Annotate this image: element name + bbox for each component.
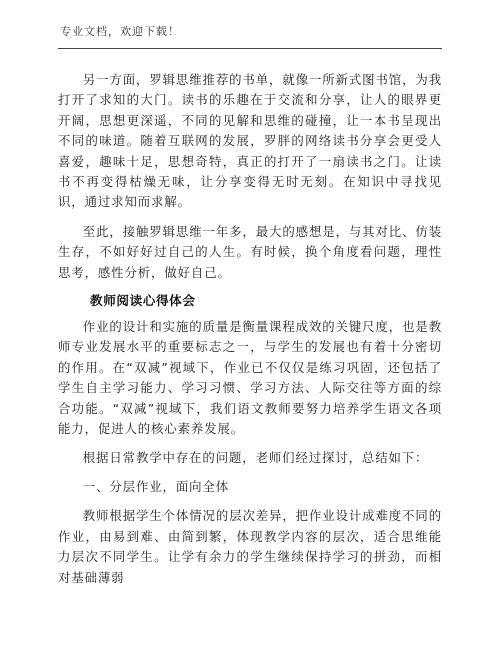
document-body bbox=[58, 70, 442, 588]
paragraph-reading-list: 另一方面，罗辑思维推荐的书单，就像一所新式图书馆，为我打开了求知的大门。读书的乐趣在于交流和分享，让人的眼界更开阔，思想更深遥，不同的见解和思维的碰撞，让一本书呈现出不同的味道。随着互联网的发展，罗胖的网络读书分享会更受人喜爱，趣味十足，思想奇特，真正的打开了一扇读书之门。让读书不再变得枯燥无味，让分享变得无时无刻。在知识中寻找见识，通过求知而求解。 bbox=[58, 72, 442, 210]
paragraph-heading-layered-homework: 一、分层作业，面向全体 bbox=[82, 478, 229, 494]
paragraph-reflection: 至此，接触罗辑思维一年多，最大的感想是，与其对比、仿装生存，不如好好过自己的人生。有时候，换个角度看问题，理性思考，感性分析，做好自己。 bbox=[58, 223, 442, 280]
section-title: 教师阅读心得体会 bbox=[90, 293, 196, 309]
paragraph-homework-design: 作业的设计和实施的质量是衡量课程成效的关键尺度，也是教师专业发展水平的重要标志之一，与学生的发展也有着十分密切的作用。在“双减”视域下，作业已不仅仅是练习巩固，还包括了学生自主学习能力、学习习惯、学习方法、人际交往等方面的综合功能。“双减”视域下，我们语文教师要努力培养学生语文各项能力，促进人的核心素养发展。 bbox=[58, 319, 442, 437]
page-header: 专业文档，欢迎下载！ bbox=[60, 25, 180, 38]
paragraph-summary-intro: 根据日常教学中存在的问题，老师们经过探讨，总结如下： bbox=[82, 449, 429, 465]
header-divider bbox=[58, 48, 442, 49]
paragraph-layered-homework: 教师根据学生个体情况的层次差异，把作业设计成难度不同的作业，由易到难、由简到繁，体现教学内容的层次，适合思维能力层次不同学生。让学有余力的学生继续保持学习的拼劲，而相对基础薄弱 bbox=[58, 508, 442, 585]
